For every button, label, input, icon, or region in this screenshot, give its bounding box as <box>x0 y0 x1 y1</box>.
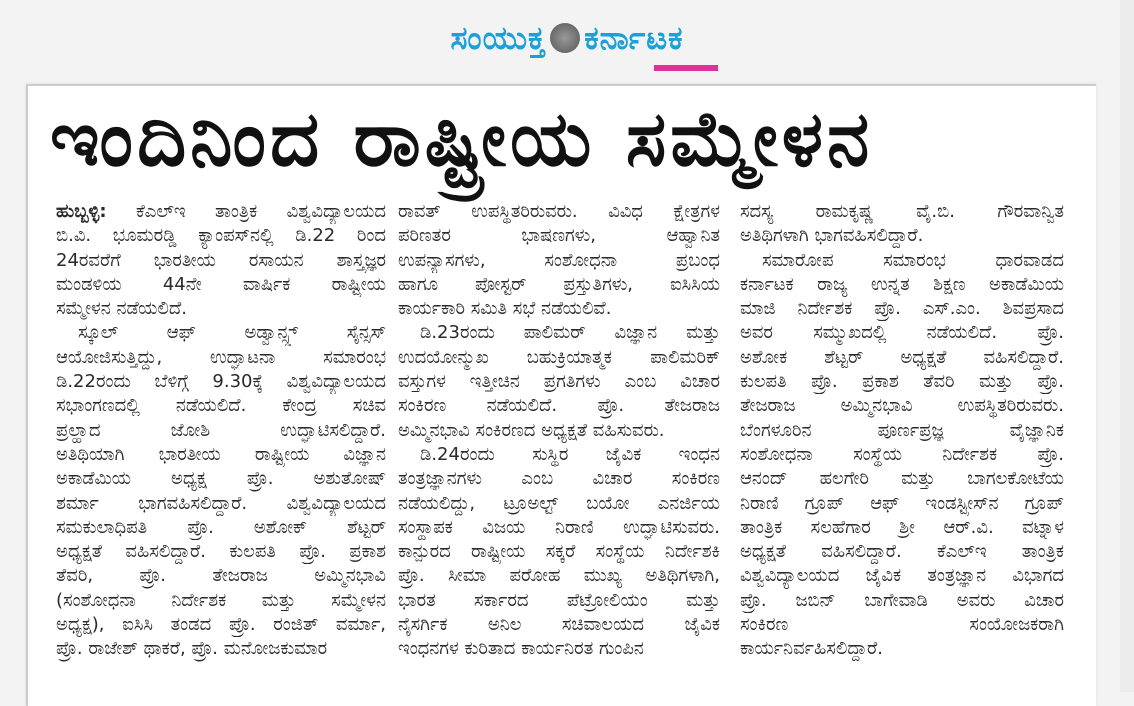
article-text-line: ಸಮಾರೋಪ ಸಮಾರಂಭ ಧಾರವಾಡದ <box>762 249 1064 271</box>
article-text-line: ತೆವರಿ, ಪ್ರೊ. ತೇಜರಾಜ ಅಮ್ಮಿನಭಾವಿ <box>56 565 386 587</box>
article-text-line: ಪ್ರೊ. ಸೀಮಾ ಪರೋಹ ಮುಖ್ಯ ಅತಿಥಿಗಳಾಗಿ, <box>398 565 720 587</box>
article-text: ಕೆಎಲ್‌ಇ ತಾಂತ್ರಿಕ ವಿಶ್ವವಿದ್ಯಾಲಯದ <box>106 201 386 222</box>
article-column-2 <box>398 200 720 662</box>
logo-text-left: ಸಂಯುಕ್ತ <box>450 18 547 57</box>
article-text-line: ಅಮ್ಮಿನಭಾವಿ ಸಂಕಿರಣದ ಅಧ್ಯಕ್ಷತೆ ವಹಿಸುವರು. <box>398 419 665 441</box>
article-text-line: ಕುಲಪತಿ ಪ್ರೊ. ಪ್ರಕಾಶ ತೆವರಿ ಮತ್ತು ಪ್ರೊ. <box>740 371 1064 393</box>
article-text-line: ನೈಸರ್ಗಿಕ ಅನಿಲ ಸಚಿವಾಲಯದ ಜೈವಿಕ <box>398 614 720 636</box>
article-text-line: ಕಾರ್ಯಕಾರಿ ಸಮಿತಿ ಸಭೆ ನಡೆಯಲಿವೆ. <box>398 298 612 320</box>
article-text-line: ಶರ್ಮಾ ಭಾಗವಹಿಸಲಿದ್ದಾರೆ. ವಿಶ್ವವಿದ್ಯಾಲಯದ <box>56 492 386 514</box>
article-text-line <box>56 200 386 224</box>
article-text-line: ನಡೆಯಲಿದ್ದು, ಟ್ರೂಅಲ್ಟ್ ಬಯೋ ಎನರ್ಜಿಯ <box>398 492 720 514</box>
article-text-line: ತೇಜರಾಜ ಅಮ್ಮಿನಭಾವಿ ಉಪಸ್ಥಿತರಿರುವರು. <box>740 395 1064 417</box>
article-text-line: ಸಭಾಂಗಣದಲ್ಲಿ ನಡೆಯಲಿದೆ. ಕೇಂದ್ರ ಸಚಿವ <box>56 395 386 417</box>
article-column-1 <box>56 200 386 662</box>
article-text-line: ಅಧ್ಯಕ್ಷತೆ ವಹಿಸಲಿದ್ದಾರೆ. ಕೆಎಲ್‌ಇ ತಾಂತ್ರಿಕ <box>740 541 1064 563</box>
article-text-line: ಸಂಶೋಧನಾ ಸಂಸ್ಥೆಯ ನಿರ್ದೇಶಕ ಪ್ರೊ. <box>740 443 1064 465</box>
article-text-line: ಉದಯೋನ್ಮುಖ ಬಹುಕ್ರಿಯಾತ್ಮಕ ಪಾಲಿಮರಿಕ್ <box>398 346 720 368</box>
logo-tagline-bar <box>654 65 718 71</box>
article-text-line: ಸ್ಕೂಲ್ ಆಫ್ ಅಡ್ವಾನ್ಸ್ಡ್ ಸೈನ್ಸಸ್ <box>78 322 386 344</box>
article-text-line: ಬಿ.ವಿ. ಭೂಮರಡ್ಡಿ ಕ್ಯಾಂಪಸ್‌ನಲ್ಲಿ ಡಿ.22 ರಿಂದ <box>56 225 386 247</box>
scrollbar[interactable] <box>1120 0 1134 692</box>
article-text-line: ಭಾರತ ಸರ್ಕಾರದ ಪೆಟ್ರೋಲಿಯಂ ಮತ್ತು <box>398 589 720 611</box>
article-text-line: ಸಂಸ್ಥಾಪಕ ವಿಜಯ ನಿರಾಣಿ ಉದ್ಘಾಟಿಸುವರು. <box>398 516 720 538</box>
article-text-line: ನಿರಾಣಿ ಗ್ರೂಪ್ ಆಫ್ ಇಂಡಸ್ಟ್ರೀಸ್‌ನ ಗ್ರೂಪ್ <box>740 492 1064 514</box>
article-text-line: ಆನಂದ್ ಹಲಗೇರಿ ಮತ್ತು ಬಾಗಲಕೋಟೆಯ <box>740 468 1064 490</box>
article-text-line: (ಸಂಶೋಧನಾ ನಿರ್ದೇಶಕ ಮತ್ತು ಸಮ್ಮೇಳನ <box>56 589 386 611</box>
dateline: ಹುಬ್ಬಳ್ಳಿ: <box>56 201 107 222</box>
article-text-line: ಅಧ್ಯಕ್ಷ), ಐಸಿಸಿ ತಂಡದ ಪ್ರೊ. ರಂಜಿತ್ ವರ್ಮಾ, <box>56 614 386 636</box>
article-text-line: ಹಾಗೂ ಪೋಸ್ಟರ್ ಪ್ರಸ್ತುತಿಗಳು, ಐಸಿಸಿಯ <box>398 273 720 295</box>
emblem-icon <box>550 23 580 53</box>
article-text-line: ಮಂಡಳಿಯ 44ನೇ ವಾರ್ಷಿಕ ರಾಷ್ಟ್ರೀಯ <box>56 273 386 295</box>
article-text-line: ಪ್ರೊ. ಜಬಿನ್ ಬಾಗೇವಾಡಿ ಅವರು ವಿಚಾರ <box>740 589 1064 611</box>
article-text-line: ಬೆಂಗಳೂರಿನ ಪೂರ್ಣಪ್ರಜ್ಞ ವೈಜ್ಞಾನಿಕ <box>740 419 1064 441</box>
article-text-line: ಪ್ರಲ್ಹಾದ ಜೋಶಿ ಉದ್ಘಾಟಿಸಲಿದ್ದಾರೆ. <box>56 419 386 441</box>
article-text-line: ಮಾಜಿ ನಿರ್ದೇಶಕ ಪ್ರೊ. ಎಸ್.ಎಂ. ಶಿವಪ್ರಸಾದ <box>740 298 1064 320</box>
article-text-line: ಡಿ.24ರಂದು ಸುಸ್ಥಿರ ಜೈವಿಕ ಇಂಧನ <box>420 443 720 465</box>
article-text-line: ವಿಶ್ವವಿದ್ಯಾಲಯದ ಜೈವಿಕ ತಂತ್ರಜ್ಞಾನ ವಿಭಾಗದ <box>740 565 1064 587</box>
article-text-line: ಕರ್ನಾಟಕ ರಾಜ್ಯ ಉನ್ನತ ಶಿಕ್ಷಣ ಅಕಾಡೆಮಿಯ <box>740 273 1064 295</box>
article-text-line: ಸದಸ್ಯ ರಾಮಕೃಷ್ಣ ವೈ.ಬಿ. ಗೌರವಾನ್ವಿತ <box>740 201 1064 222</box>
article-text-line: ಅವರ ಸಮ್ಮುಖದಲ್ಲಿ ನಡೆಯಲಿದೆ. ಪ್ರೊ. <box>740 322 1064 344</box>
article-text-line: ತಂತ್ರಜ್ಞಾನಗಳು ಎಂಬ ವಿಚಾರ ಸಂಕಿರಣ <box>398 468 720 490</box>
newspaper-logo <box>450 19 683 58</box>
article-text-line: ಪ್ರೊ. ರಾಜೇಶ್ ಥಾಕರೆ, ಪ್ರೊ. ಮನೋಜಕುಮಾರ <box>56 638 328 660</box>
article-text-line: ರಾವತ್ ಉಪಸ್ಥಿತರಿರುವರು. ವಿವಿಧ ಕ್ಷೇತ್ರಗಳ <box>398 201 720 222</box>
article-text-line: ಉಪನ್ಯಾಸಗಳು, ಸಂಶೋಧನಾ ಪ್ರಬಂಧ <box>398 249 720 271</box>
article-text-line: ವಸ್ತುಗಳ ಇತ್ತೀಚಿನ ಪ್ರಗತಿಗಳು ಎಂಬ ವಿಚಾರ <box>398 371 720 393</box>
article-text-line: ಇಂಧನಗಳ ಕುರಿತಾದ ಕಾರ್ಯನಿರತ ಗುಂಪಿನ <box>398 638 644 660</box>
article-text-line: ಕಾರ್ಯನಿರ್ವಹಿಸಲಿದ್ದಾರೆ. <box>740 638 883 660</box>
masthead <box>0 8 1134 68</box>
article-column-3 <box>740 200 1064 662</box>
article-text-line: ಸಂಕಿರಣ ಸಂಯೋಜಕರಾಗಿ <box>740 614 1064 636</box>
article-text-line: ಅಧ್ಯಕ್ಷತೆ ವಹಿಸಲಿದ್ದಾರೆ. ಕುಲಪತಿ ಪ್ರೊ. ಪ್ರಕಾಶ <box>56 541 386 563</box>
article-text-line: ಸಂಕಿರಣ ನಡೆಯಲಿದೆ. ಪ್ರೊ. ತೇಜರಾಜ <box>398 395 720 417</box>
news-article <box>26 84 1096 706</box>
logo-text-right: ಕರ್ನಾಟಕ <box>584 18 684 57</box>
headline: ಇಂದಿನಿಂದ ರಾಷ್ಟ್ರೀಯ ಸಮ್ಮೇಳನ <box>50 94 874 183</box>
article-text-line: ಸಮಕುಲಾಧಿಪತಿ ಪ್ರೊ. ಅಶೋಕ್ ಶೆಟ್ಟರ್ <box>56 516 386 538</box>
article-text-line: ಅತಿಥಿಗಳಾಗಿ ಭಾಗವಹಿಸಲಿದ್ದಾರೆ. <box>740 225 924 247</box>
article-text-line: ಡಿ.23ರಂದು ಪಾಲಿಮರ್ ವಿಜ್ಞಾನ ಮತ್ತು <box>420 322 720 344</box>
article-text-line: ಆಯೋಜಿಸುತ್ತಿದ್ದು, ಉದ್ಘಾಟನಾ ಸಮಾರಂಭ <box>56 346 386 368</box>
article-text-line: ಕಾನ್ಪುರದ ರಾಷ್ಟ್ರೀಯ ಸಕ್ಕರೆ ಸಂಸ್ಥೆಯ ನಿರ್ದೇಶಕಿ <box>398 541 720 563</box>
article-text-line: 24ರವರೆಗೆ ಭಾರತೀಯ ರಸಾಯನ ಶಾಸ್ತ್ರಜ್ಞರ <box>56 249 386 271</box>
article-text-line: ಸಮ್ಮೇಳನ ನಡೆಯಲಿದೆ. <box>56 298 187 320</box>
article-text-line: ತಾಂತ್ರಿಕ ಸಲಹೆಗಾರ ಶ್ರೀ ಆರ್.ವಿ. ವಟ್ನಾಳ <box>740 516 1064 538</box>
article-text-line: ಅಕಾಡೆಮಿಯ ಅಧ್ಯಕ್ಷ ಪ್ರೊ. ಅಶುತೋಷ್ <box>56 468 386 490</box>
article-text-line: ಅಶೋಕ ಶೆಟ್ಟರ್ ಅಧ್ಯಕ್ಷತೆ ವಹಿಸಲಿದ್ದಾರೆ. <box>740 346 1064 368</box>
article-text-line: ಅತಿಥಿಯಾಗಿ ಭಾರತೀಯ ರಾಷ್ಟ್ರೀಯ ವಿಜ್ಞಾನ <box>56 443 386 465</box>
article-text-line: ಡಿ.22ರಂದು ಬೆಳಿಗ್ಗೆ 9.30ಕ್ಕೆ ವಿಶ್ವವಿದ್ಯಾಲಯದ <box>56 371 386 393</box>
article-text-line: ಪರಿಣತರ ಭಾಷಣಗಳು, ಆಹ್ವಾನಿತ <box>398 225 720 247</box>
